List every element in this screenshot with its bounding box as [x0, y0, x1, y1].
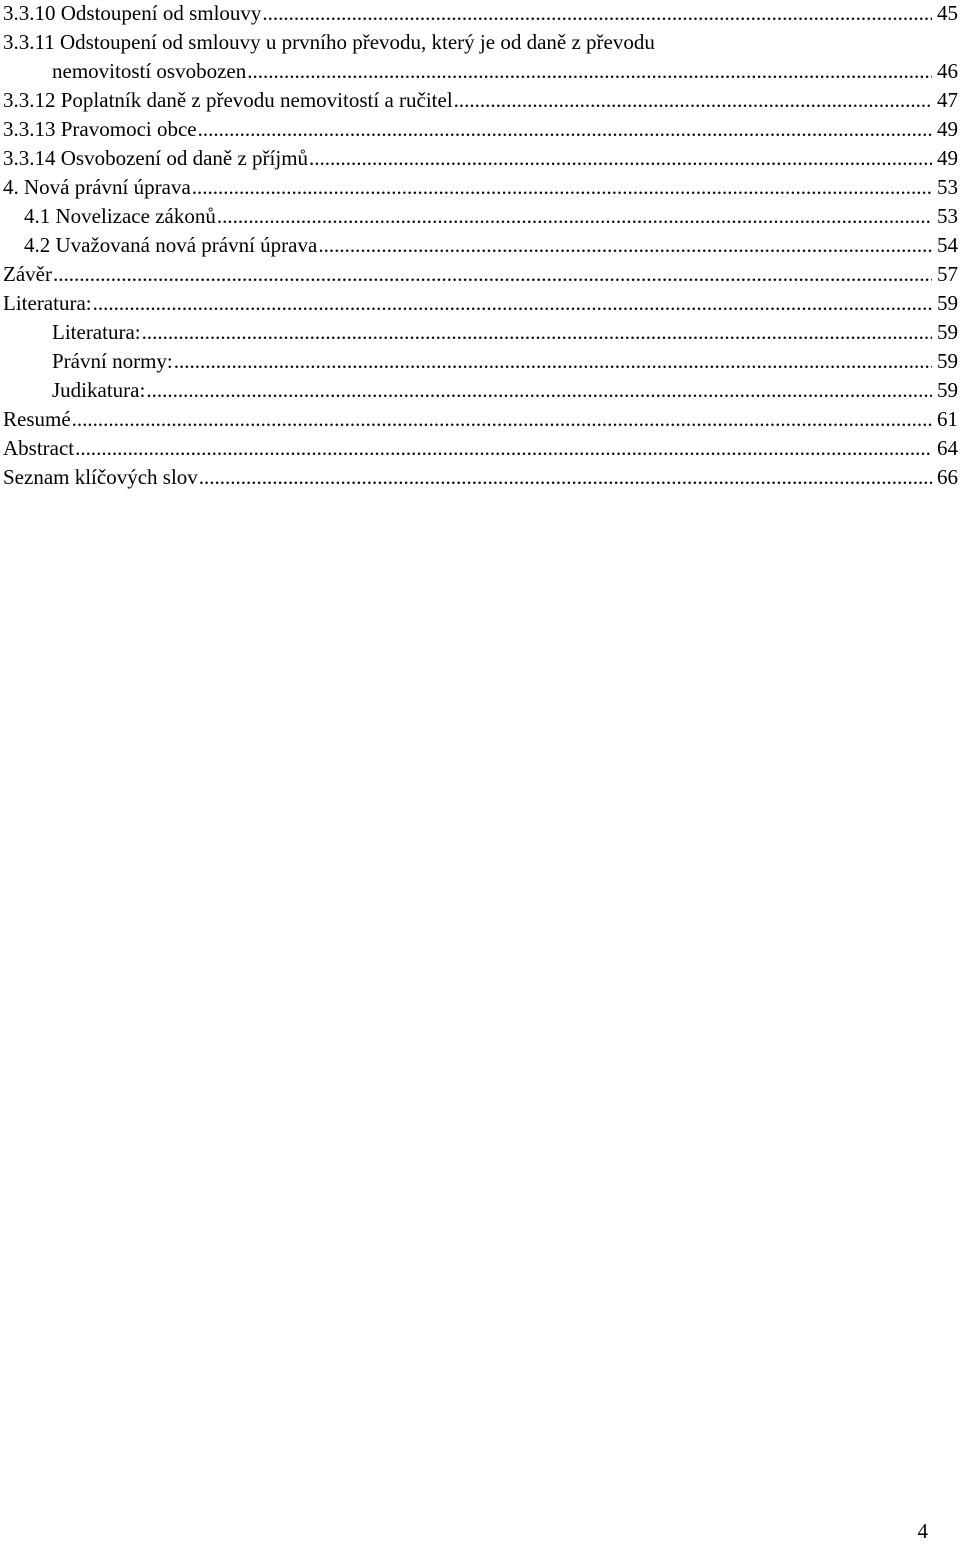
toc-dot-leader — [174, 348, 932, 374]
toc-entry[interactable] — [0, 348, 958, 377]
toc-entry[interactable] — [0, 377, 958, 406]
toc-dot-leader — [53, 261, 932, 287]
toc-entry-label: 4.1 Novelizace zákonů — [24, 204, 216, 228]
toc-entry-page: 59 — [937, 378, 958, 402]
toc-entry-label: 3.3.13 Pravomoci obce — [3, 117, 197, 141]
toc-entry-label: 3.3.10 Odstoupení od smlouvy — [3, 1, 262, 25]
toc-entry-page: 61 — [937, 407, 958, 431]
toc-entry-label: Právní normy: — [52, 349, 173, 373]
toc-entry-label: Závěr — [3, 262, 52, 286]
toc-entry-label: 3.3.12 Poplatník daně z převodu nemovitostí a ručitel — [3, 88, 453, 112]
toc-entry[interactable] — [0, 435, 958, 464]
toc-entry-page: 66 — [937, 465, 958, 489]
toc-entry-label: Literatura: — [3, 291, 92, 315]
toc-dot-leader — [318, 232, 932, 258]
toc-dot-leader — [199, 464, 932, 490]
toc-entry-page: 59 — [937, 320, 958, 344]
toc-entry-page: 54 — [937, 233, 958, 257]
toc-entry-page: 64 — [937, 436, 958, 460]
toc-dot-leader — [142, 319, 932, 345]
toc-entry[interactable] — [0, 203, 958, 232]
toc-entry-page: 53 — [937, 204, 958, 228]
toc-entry-label: 4. Nová právní úprava — [3, 175, 191, 199]
toc-entry-label: Abstract — [3, 436, 75, 460]
toc-dot-leader — [247, 58, 932, 84]
toc-entry-page: 53 — [937, 175, 958, 199]
table-of-contents — [0, 0, 958, 493]
toc-entry[interactable] — [0, 174, 958, 203]
toc-entry-label: Resumé — [3, 407, 71, 431]
toc-entry-label: Seznam klíčových slov — [3, 465, 198, 489]
toc-entry-label-line1: 3.3.11 Odstoupení od smlouvy u prvního převodu, který je od daně z převodu — [3, 30, 655, 54]
toc-entry[interactable] — [0, 29, 958, 87]
toc-dot-leader — [72, 406, 932, 432]
toc-entry[interactable] — [0, 0, 958, 29]
toc-entry-page: 46 — [937, 59, 958, 83]
toc-entry-label: Literatura: — [52, 320, 141, 344]
toc-entry[interactable] — [0, 232, 958, 261]
toc-entry[interactable] — [0, 87, 958, 116]
toc-dot-leader — [146, 377, 932, 403]
toc-entry[interactable] — [0, 290, 958, 319]
page-number: 4 — [917, 1519, 928, 1543]
toc-entry-page: 49 — [937, 117, 958, 141]
toc-dot-leader — [75, 435, 932, 461]
toc-dot-leader — [217, 203, 932, 229]
toc-dot-leader — [262, 0, 932, 26]
toc-dot-leader — [454, 87, 932, 113]
toc-entry-page: 45 — [937, 1, 958, 25]
toc-entry-page: 47 — [937, 88, 958, 112]
toc-dot-leader — [198, 116, 932, 142]
toc-entry-label-line2: nemovitostí osvobozen — [52, 59, 247, 83]
toc-entry[interactable] — [0, 406, 958, 435]
toc-entry-label: Judikatura: — [52, 378, 146, 402]
toc-dot-leader — [309, 145, 932, 171]
toc-entry-page: 59 — [937, 349, 958, 373]
toc-entry-label: 4.2 Uvažovaná nová právní úprava — [24, 233, 318, 257]
toc-entry-page: 49 — [937, 146, 958, 170]
toc-dot-leader — [192, 174, 932, 200]
toc-entry[interactable] — [0, 261, 958, 290]
toc-entry[interactable] — [0, 116, 958, 145]
toc-entry-page: 57 — [937, 262, 958, 286]
toc-entry[interactable] — [0, 319, 958, 348]
toc-entry-page: 59 — [937, 291, 958, 315]
toc-entry-label: 3.3.14 Osvobození od daně z příjmů — [3, 146, 309, 170]
toc-entry[interactable] — [0, 464, 958, 493]
toc-entry[interactable] — [0, 145, 958, 174]
toc-dot-leader — [93, 290, 932, 316]
